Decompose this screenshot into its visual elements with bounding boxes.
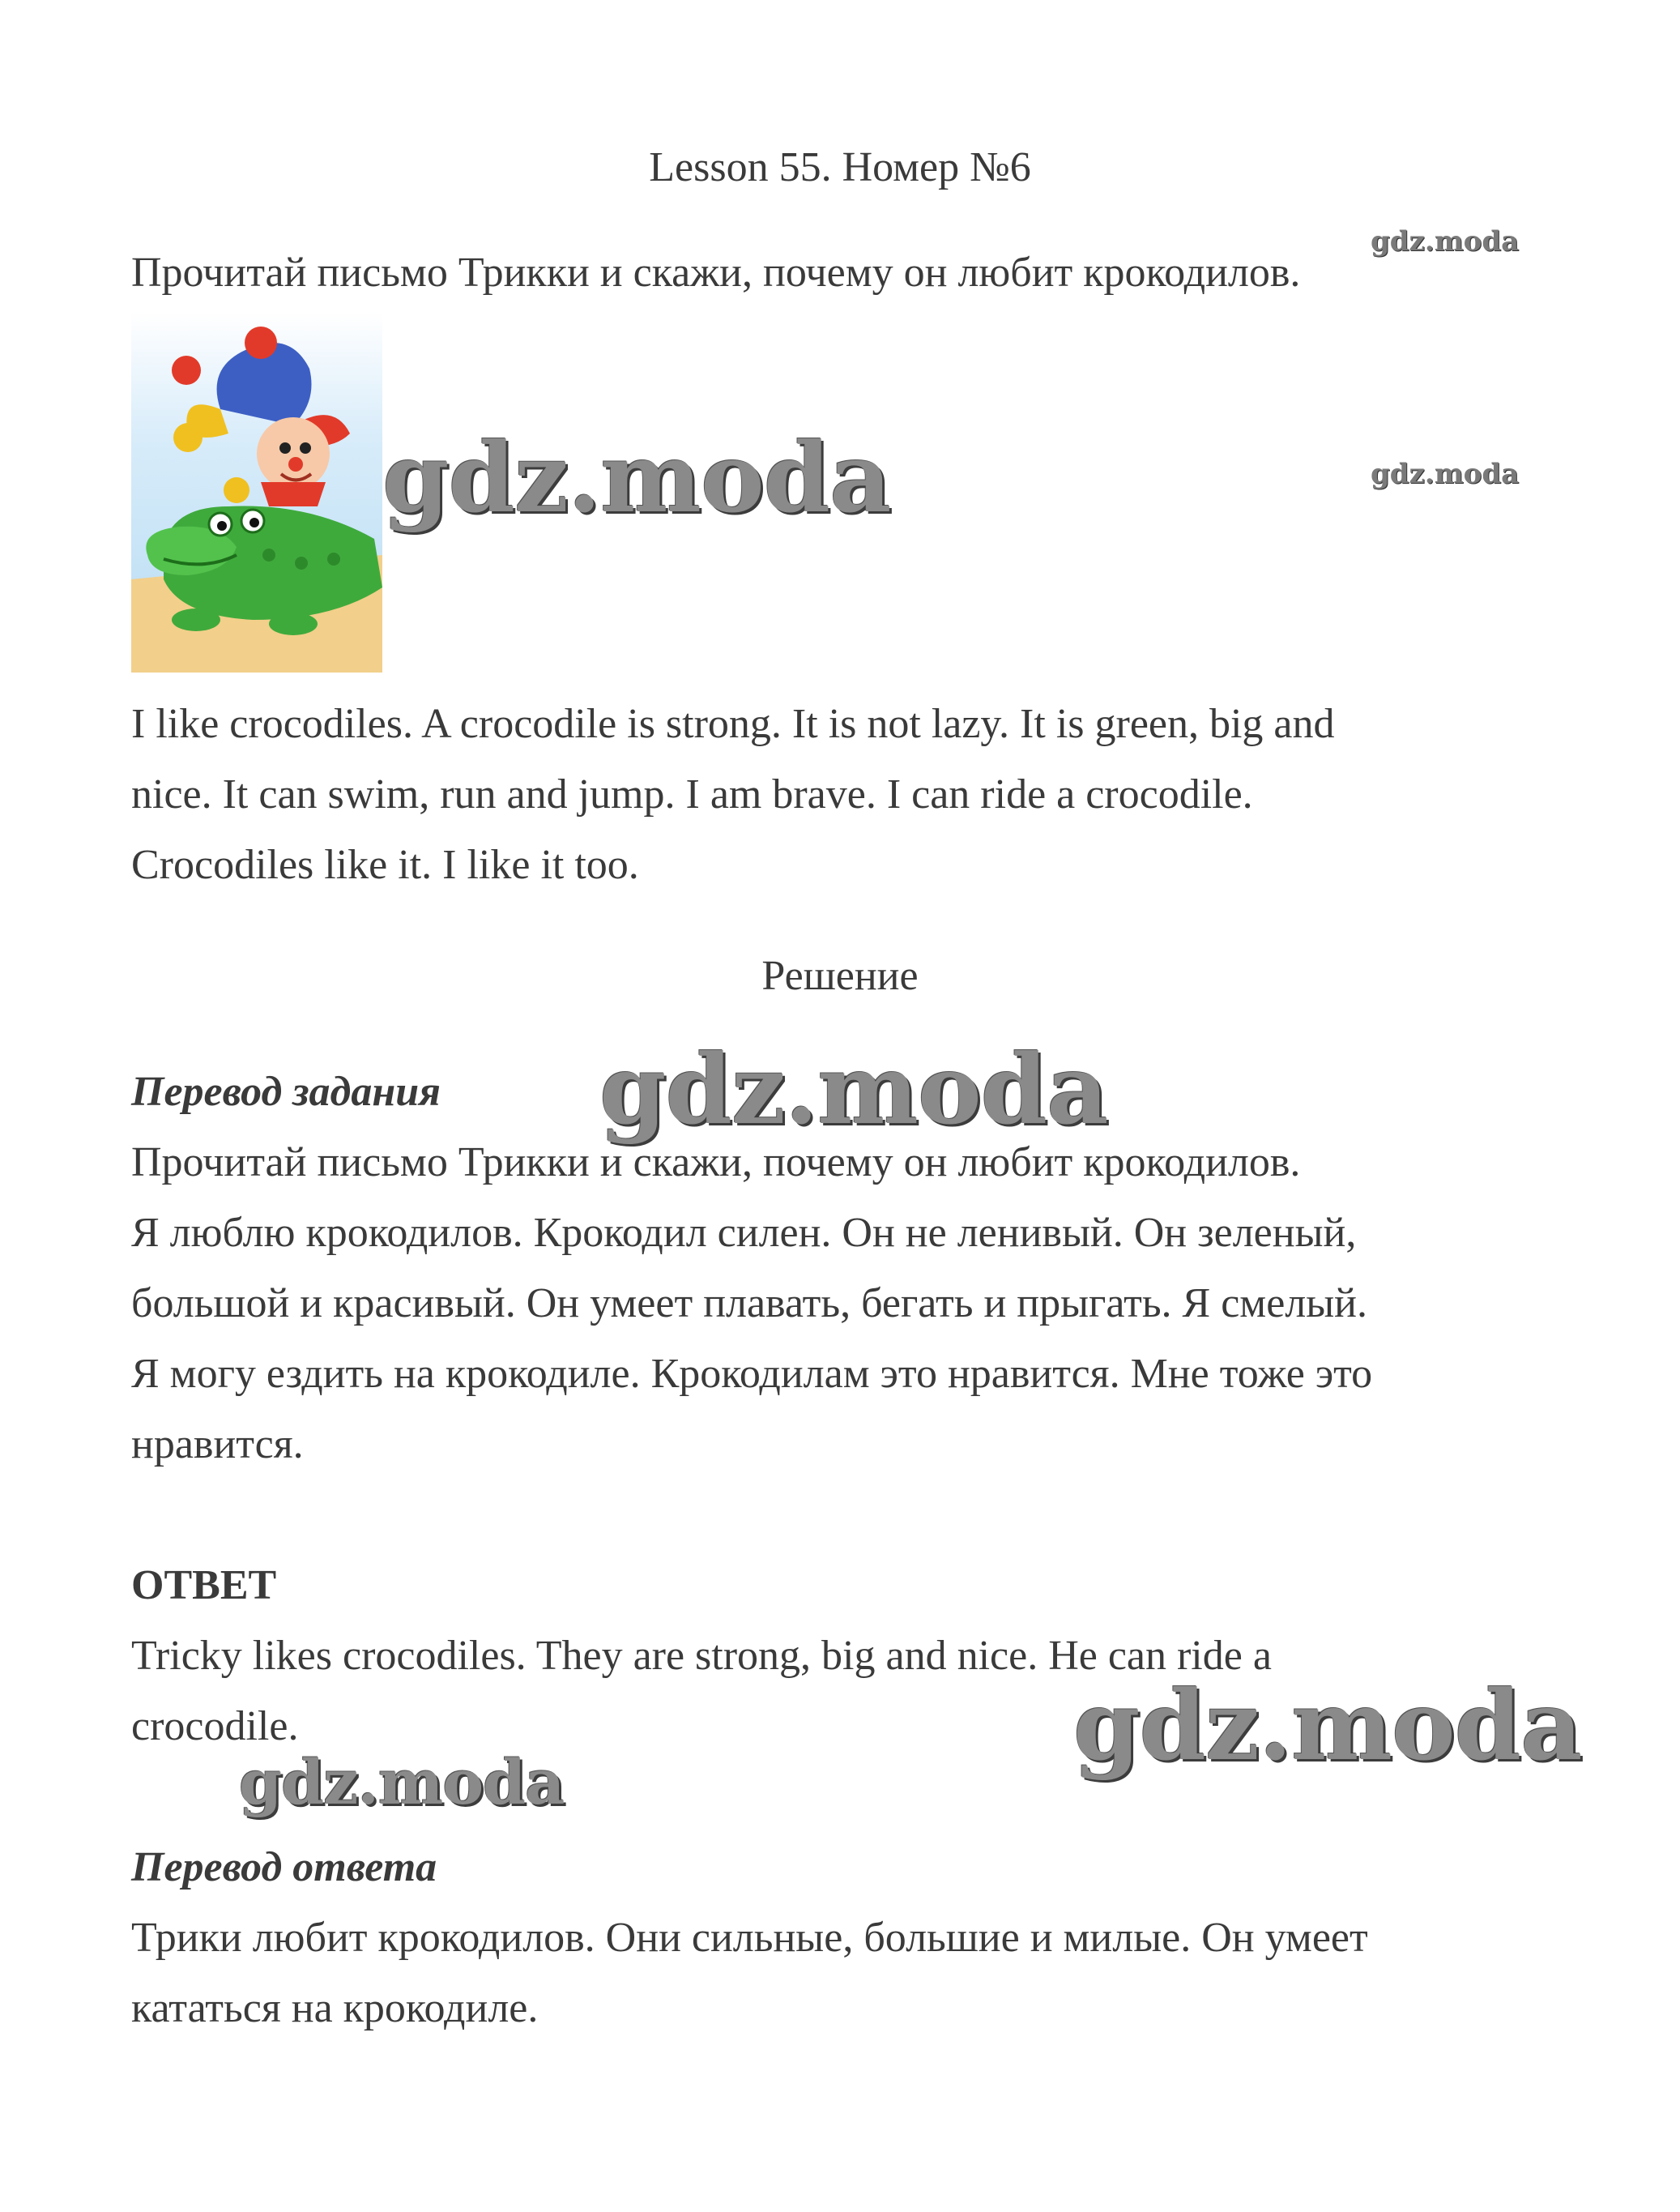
answer-line: crocodile. (131, 1703, 299, 1749)
translation-task-line: Прочитай письмо Трикки и скажи, почему он любит крокодилов. (131, 1139, 1301, 1185)
translation-answer-line: Трики любит крокодилов. Они сильные, большие и милые. Он умеет (131, 1915, 1368, 1961)
letter-line: nice. It can swim, run and jump. I am brave. I can ride a crocodile. (131, 771, 1253, 818)
translation-task-line: Я люблю крокодилов. Крокодил силен. Он не ленивый. Он зеленый, (131, 1210, 1357, 1256)
translation-task-line: большой и красивый. Он умеет плавать, бегать и прыгать. Я смелый. (131, 1280, 1368, 1326)
watermark-large: gdz.moda (1073, 1669, 1582, 1782)
watermark-large: gdz.moda (599, 1033, 1108, 1146)
answer-heading: ОТВЕТ (131, 1562, 277, 1608)
watermark-small: gdz.moda (1371, 458, 1520, 490)
task-instruction: Прочитай письмо Трикки и скажи, почему он любит крокодилов. (131, 250, 1301, 296)
watermark-medium: gdz.moda (239, 1746, 565, 1818)
translation-task-line: нравится. (131, 1421, 304, 1467)
answer-line: Tricky likes crocodiles. They are strong, big and nice. He can ride a (131, 1633, 1272, 1679)
translation-task-line: Я могу ездить на крокодиле. Крокодилам это нравится. Мне тоже это (131, 1351, 1373, 1397)
solution-title: Решение (761, 953, 919, 999)
jester-crocodile-illustration (131, 312, 382, 673)
letter-line: Crocodiles like it. I like it too. (131, 842, 639, 888)
letter-line: I like crocodiles. A crocodile is strong. It is not lazy. It is green, big and (131, 701, 1335, 747)
translation-answer-line: кататься на крокодиле. (131, 1985, 539, 2031)
watermark-large: gdz.moda (382, 421, 891, 534)
translation-task-heading: Перевод задания (131, 1069, 441, 1115)
watermark-small: gdz.moda (1371, 225, 1520, 258)
translation-answer-heading: Перевод ответа (131, 1844, 437, 1890)
page-title: Lesson 55. Номер №6 (649, 144, 1031, 190)
